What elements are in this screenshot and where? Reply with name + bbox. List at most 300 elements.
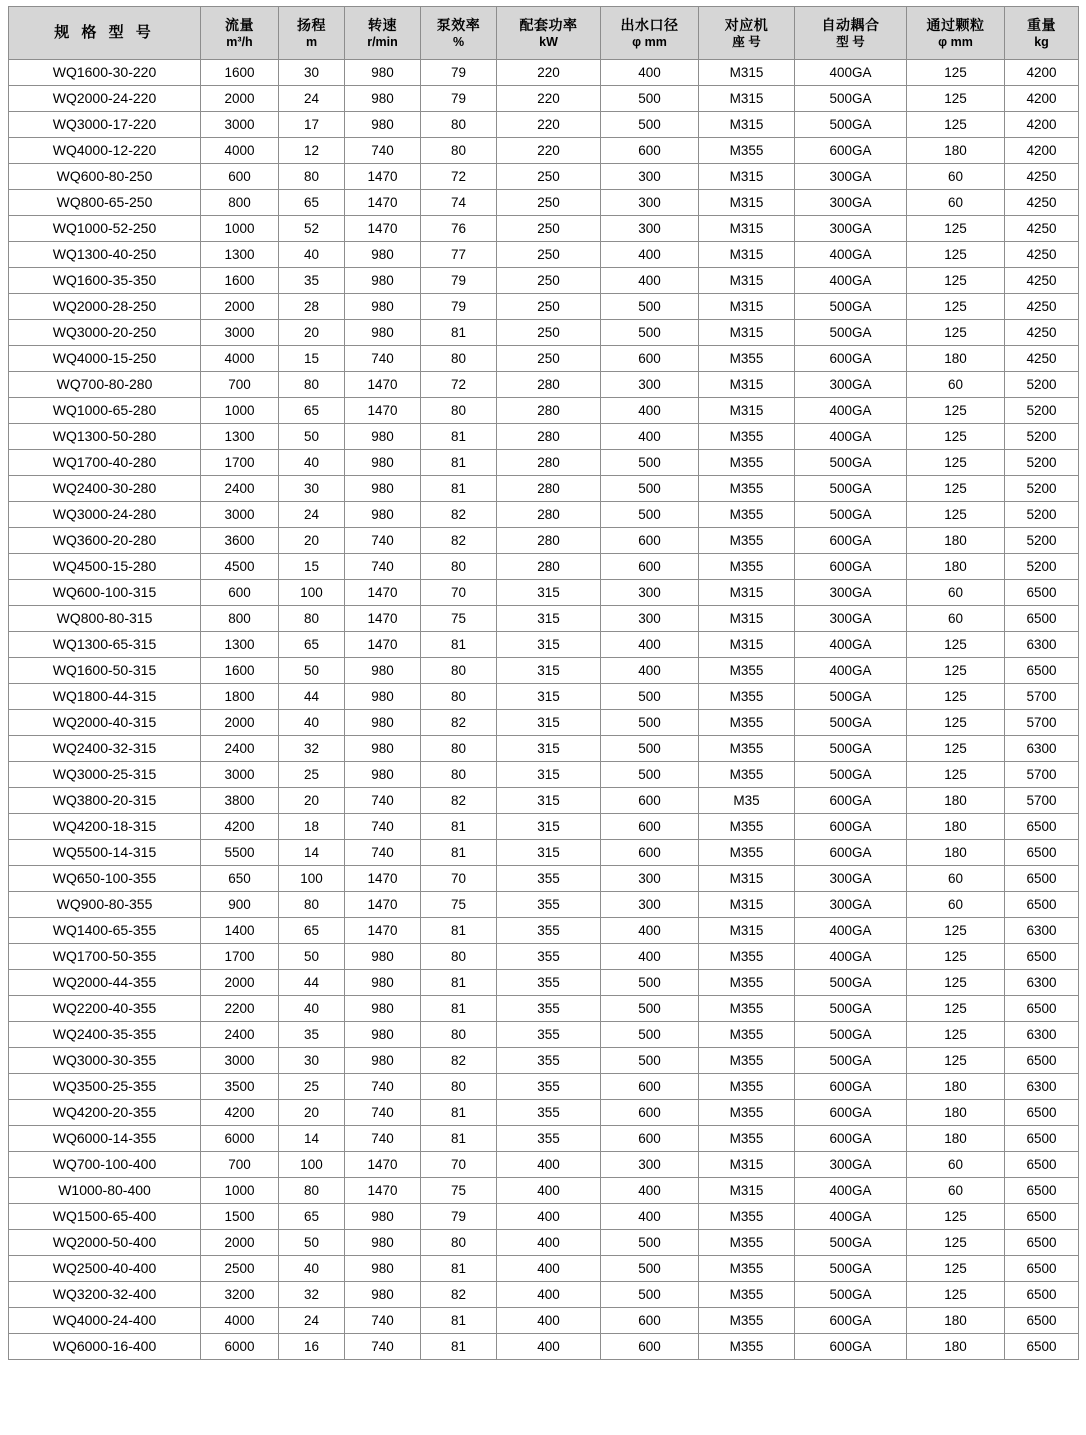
column-header-title-particle: 通过颗粒 bbox=[926, 16, 985, 33]
cell-weight: 4250 bbox=[1005, 242, 1079, 268]
cell-coupling: 500GA bbox=[795, 970, 907, 996]
cell-particle: 180 bbox=[907, 346, 1005, 372]
cell-coupling: 300GA bbox=[795, 1152, 907, 1178]
cell-coupling: 300GA bbox=[795, 580, 907, 606]
table-body bbox=[9, 60, 1079, 1360]
cell-speed: 740 bbox=[345, 346, 421, 372]
cell-weight: 4250 bbox=[1005, 346, 1079, 372]
cell-particle: 125 bbox=[907, 398, 1005, 424]
cell-motor: M315 bbox=[699, 320, 795, 346]
cell-outlet: 500 bbox=[601, 450, 699, 476]
cell-eff: 76 bbox=[421, 216, 497, 242]
cell-weight: 6500 bbox=[1005, 1048, 1079, 1074]
cell-speed: 740 bbox=[345, 528, 421, 554]
cell-outlet: 300 bbox=[601, 1152, 699, 1178]
cell-eff: 82 bbox=[421, 1048, 497, 1074]
cell-motor: M355 bbox=[699, 1334, 795, 1360]
cell-speed: 980 bbox=[345, 736, 421, 762]
cell-speed: 980 bbox=[345, 268, 421, 294]
table-row bbox=[9, 320, 1079, 346]
cell-head: 20 bbox=[279, 320, 345, 346]
cell-head: 12 bbox=[279, 138, 345, 164]
cell-flow: 4500 bbox=[201, 554, 279, 580]
cell-eff: 72 bbox=[421, 164, 497, 190]
column-header-eff bbox=[421, 7, 497, 60]
cell-motor: M355 bbox=[699, 450, 795, 476]
table-row bbox=[9, 1126, 1079, 1152]
cell-particle: 125 bbox=[907, 60, 1005, 86]
cell-particle: 125 bbox=[907, 970, 1005, 996]
cell-motor: M315 bbox=[699, 580, 795, 606]
cell-weight: 5200 bbox=[1005, 372, 1079, 398]
cell-outlet: 600 bbox=[601, 788, 699, 814]
cell-outlet: 500 bbox=[601, 320, 699, 346]
column-header-unit-speed: r/min bbox=[367, 34, 398, 49]
cell-speed: 1470 bbox=[345, 866, 421, 892]
table-row bbox=[9, 164, 1079, 190]
cell-coupling: 500GA bbox=[795, 996, 907, 1022]
cell-model: W1000-80-400 bbox=[9, 1178, 201, 1204]
cell-coupling: 600GA bbox=[795, 528, 907, 554]
cell-outlet: 400 bbox=[601, 60, 699, 86]
cell-weight: 6300 bbox=[1005, 918, 1079, 944]
cell-model: WQ4000-15-250 bbox=[9, 346, 201, 372]
cell-outlet: 500 bbox=[601, 996, 699, 1022]
cell-flow: 4000 bbox=[201, 138, 279, 164]
cell-eff: 81 bbox=[421, 1256, 497, 1282]
cell-head: 15 bbox=[279, 554, 345, 580]
cell-speed: 980 bbox=[345, 658, 421, 684]
cell-outlet: 500 bbox=[601, 294, 699, 320]
cell-weight: 4250 bbox=[1005, 320, 1079, 346]
cell-model: WQ600-80-250 bbox=[9, 164, 201, 190]
cell-power: 355 bbox=[497, 1074, 601, 1100]
cell-flow: 800 bbox=[201, 190, 279, 216]
cell-model: WQ2000-28-250 bbox=[9, 294, 201, 320]
cell-head: 14 bbox=[279, 840, 345, 866]
cell-head: 40 bbox=[279, 1256, 345, 1282]
cell-power: 400 bbox=[497, 1152, 601, 1178]
cell-model: WQ1600-35-350 bbox=[9, 268, 201, 294]
table-row bbox=[9, 242, 1079, 268]
cell-eff: 80 bbox=[421, 1022, 497, 1048]
cell-particle: 125 bbox=[907, 1048, 1005, 1074]
cell-coupling: 300GA bbox=[795, 866, 907, 892]
cell-coupling: 400GA bbox=[795, 1204, 907, 1230]
cell-power: 355 bbox=[497, 996, 601, 1022]
cell-coupling: 300GA bbox=[795, 892, 907, 918]
table-row bbox=[9, 632, 1079, 658]
cell-model: WQ800-65-250 bbox=[9, 190, 201, 216]
cell-power: 355 bbox=[497, 1022, 601, 1048]
cell-power: 280 bbox=[497, 502, 601, 528]
cell-head: 30 bbox=[279, 476, 345, 502]
cell-coupling: 500GA bbox=[795, 320, 907, 346]
cell-model: WQ3200-32-400 bbox=[9, 1282, 201, 1308]
cell-particle: 180 bbox=[907, 138, 1005, 164]
cell-head: 100 bbox=[279, 866, 345, 892]
cell-weight: 6500 bbox=[1005, 944, 1079, 970]
cell-motor: M315 bbox=[699, 632, 795, 658]
cell-power: 355 bbox=[497, 944, 601, 970]
cell-coupling: 600GA bbox=[795, 1308, 907, 1334]
cell-flow: 3000 bbox=[201, 502, 279, 528]
table-row bbox=[9, 892, 1079, 918]
cell-motor: M355 bbox=[699, 1230, 795, 1256]
cell-weight: 6500 bbox=[1005, 1126, 1079, 1152]
cell-particle: 125 bbox=[907, 918, 1005, 944]
cell-outlet: 500 bbox=[601, 1230, 699, 1256]
cell-eff: 77 bbox=[421, 242, 497, 268]
cell-flow: 2000 bbox=[201, 1230, 279, 1256]
table-row bbox=[9, 138, 1079, 164]
table-row bbox=[9, 554, 1079, 580]
cell-flow: 3000 bbox=[201, 112, 279, 138]
cell-particle: 180 bbox=[907, 840, 1005, 866]
cell-power: 400 bbox=[497, 1308, 601, 1334]
cell-speed: 1470 bbox=[345, 1152, 421, 1178]
cell-head: 35 bbox=[279, 268, 345, 294]
table-row bbox=[9, 1308, 1079, 1334]
cell-model: WQ3000-20-250 bbox=[9, 320, 201, 346]
cell-flow: 3500 bbox=[201, 1074, 279, 1100]
cell-power: 250 bbox=[497, 320, 601, 346]
cell-motor: M355 bbox=[699, 424, 795, 450]
column-header-title-motor: 对应机 bbox=[724, 16, 769, 33]
table-row bbox=[9, 1152, 1079, 1178]
cell-coupling: 600GA bbox=[795, 788, 907, 814]
cell-eff: 81 bbox=[421, 476, 497, 502]
cell-outlet: 500 bbox=[601, 476, 699, 502]
cell-power: 355 bbox=[497, 1048, 601, 1074]
cell-head: 20 bbox=[279, 788, 345, 814]
cell-eff: 81 bbox=[421, 970, 497, 996]
cell-model: WQ700-80-280 bbox=[9, 372, 201, 398]
cell-eff: 74 bbox=[421, 190, 497, 216]
cell-model: WQ5500-14-315 bbox=[9, 840, 201, 866]
cell-power: 280 bbox=[497, 554, 601, 580]
cell-model: WQ6000-14-355 bbox=[9, 1126, 201, 1152]
cell-power: 220 bbox=[497, 60, 601, 86]
cell-eff: 79 bbox=[421, 1204, 497, 1230]
cell-coupling: 300GA bbox=[795, 372, 907, 398]
table-row bbox=[9, 840, 1079, 866]
cell-particle: 125 bbox=[907, 996, 1005, 1022]
cell-model: WQ1700-50-355 bbox=[9, 944, 201, 970]
cell-model: WQ1000-52-250 bbox=[9, 216, 201, 242]
cell-model: WQ2500-40-400 bbox=[9, 1256, 201, 1282]
cell-outlet: 400 bbox=[601, 918, 699, 944]
cell-motor: M315 bbox=[699, 112, 795, 138]
cell-weight: 6500 bbox=[1005, 892, 1079, 918]
cell-motor: M355 bbox=[699, 554, 795, 580]
table-row bbox=[9, 1048, 1079, 1074]
cell-particle: 125 bbox=[907, 502, 1005, 528]
cell-flow: 1300 bbox=[201, 632, 279, 658]
cell-head: 14 bbox=[279, 1126, 345, 1152]
cell-motor: M315 bbox=[699, 866, 795, 892]
cell-particle: 180 bbox=[907, 1126, 1005, 1152]
cell-motor: M315 bbox=[699, 892, 795, 918]
cell-weight: 5700 bbox=[1005, 762, 1079, 788]
table-row bbox=[9, 398, 1079, 424]
cell-power: 250 bbox=[497, 268, 601, 294]
cell-particle: 125 bbox=[907, 684, 1005, 710]
cell-weight: 5700 bbox=[1005, 684, 1079, 710]
cell-outlet: 400 bbox=[601, 658, 699, 684]
cell-motor: M315 bbox=[699, 606, 795, 632]
table-row bbox=[9, 580, 1079, 606]
cell-particle: 180 bbox=[907, 814, 1005, 840]
column-header-title-eff: 泵效率 bbox=[436, 16, 481, 33]
table-row bbox=[9, 1074, 1079, 1100]
column-header-title-outlet: 出水口径 bbox=[620, 16, 679, 33]
table-row bbox=[9, 1178, 1079, 1204]
cell-particle: 125 bbox=[907, 1230, 1005, 1256]
table-row bbox=[9, 1230, 1079, 1256]
cell-head: 50 bbox=[279, 1230, 345, 1256]
cell-outlet: 400 bbox=[601, 242, 699, 268]
cell-speed: 980 bbox=[345, 320, 421, 346]
cell-weight: 6500 bbox=[1005, 580, 1079, 606]
cell-head: 25 bbox=[279, 762, 345, 788]
cell-power: 220 bbox=[497, 138, 601, 164]
cell-flow: 6000 bbox=[201, 1126, 279, 1152]
table-header-row bbox=[9, 7, 1079, 60]
cell-motor: M355 bbox=[699, 1126, 795, 1152]
cell-head: 44 bbox=[279, 684, 345, 710]
cell-model: WQ1700-40-280 bbox=[9, 450, 201, 476]
cell-power: 280 bbox=[497, 424, 601, 450]
cell-outlet: 400 bbox=[601, 632, 699, 658]
cell-outlet: 300 bbox=[601, 372, 699, 398]
cell-power: 355 bbox=[497, 1126, 601, 1152]
cell-speed: 980 bbox=[345, 112, 421, 138]
cell-eff: 80 bbox=[421, 346, 497, 372]
cell-particle: 125 bbox=[907, 736, 1005, 762]
cell-speed: 1470 bbox=[345, 216, 421, 242]
cell-head: 52 bbox=[279, 216, 345, 242]
cell-coupling: 500GA bbox=[795, 710, 907, 736]
cell-particle: 60 bbox=[907, 580, 1005, 606]
cell-outlet: 400 bbox=[601, 1204, 699, 1230]
table-row bbox=[9, 710, 1079, 736]
cell-speed: 980 bbox=[345, 1204, 421, 1230]
cell-head: 28 bbox=[279, 294, 345, 320]
cell-weight: 6500 bbox=[1005, 1100, 1079, 1126]
cell-coupling: 400GA bbox=[795, 268, 907, 294]
cell-head: 40 bbox=[279, 710, 345, 736]
cell-eff: 80 bbox=[421, 112, 497, 138]
cell-head: 80 bbox=[279, 164, 345, 190]
table-row bbox=[9, 424, 1079, 450]
cell-flow: 1600 bbox=[201, 60, 279, 86]
cell-particle: 125 bbox=[907, 476, 1005, 502]
column-header-outlet bbox=[601, 7, 699, 60]
cell-weight: 6500 bbox=[1005, 1282, 1079, 1308]
cell-speed: 1470 bbox=[345, 372, 421, 398]
cell-coupling: 400GA bbox=[795, 60, 907, 86]
cell-particle: 125 bbox=[907, 216, 1005, 242]
cell-head: 80 bbox=[279, 1178, 345, 1204]
cell-flow: 1700 bbox=[201, 450, 279, 476]
cell-eff: 75 bbox=[421, 606, 497, 632]
cell-weight: 5700 bbox=[1005, 788, 1079, 814]
cell-coupling: 400GA bbox=[795, 424, 907, 450]
cell-particle: 125 bbox=[907, 1256, 1005, 1282]
cell-motor: M355 bbox=[699, 840, 795, 866]
cell-coupling: 500GA bbox=[795, 736, 907, 762]
cell-eff: 75 bbox=[421, 1178, 497, 1204]
cell-power: 250 bbox=[497, 216, 601, 242]
cell-flow: 3200 bbox=[201, 1282, 279, 1308]
cell-flow: 4000 bbox=[201, 346, 279, 372]
cell-particle: 60 bbox=[907, 866, 1005, 892]
cell-eff: 81 bbox=[421, 1100, 497, 1126]
cell-head: 24 bbox=[279, 502, 345, 528]
column-header-flow bbox=[201, 7, 279, 60]
cell-weight: 5200 bbox=[1005, 398, 1079, 424]
cell-speed: 1470 bbox=[345, 580, 421, 606]
cell-motor: M355 bbox=[699, 1100, 795, 1126]
cell-flow: 1300 bbox=[201, 242, 279, 268]
cell-flow: 1300 bbox=[201, 424, 279, 450]
cell-weight: 6500 bbox=[1005, 1256, 1079, 1282]
cell-weight: 5200 bbox=[1005, 502, 1079, 528]
cell-weight: 4250 bbox=[1005, 268, 1079, 294]
cell-speed: 980 bbox=[345, 86, 421, 112]
cell-particle: 60 bbox=[907, 164, 1005, 190]
column-header-unit-outlet: φ mm bbox=[632, 34, 667, 49]
cell-particle: 180 bbox=[907, 554, 1005, 580]
cell-motor: M355 bbox=[699, 138, 795, 164]
cell-coupling: 600GA bbox=[795, 814, 907, 840]
column-header-motor bbox=[699, 7, 795, 60]
cell-eff: 70 bbox=[421, 1152, 497, 1178]
cell-motor: M355 bbox=[699, 1204, 795, 1230]
cell-eff: 80 bbox=[421, 398, 497, 424]
cell-motor: M355 bbox=[699, 528, 795, 554]
cell-speed: 980 bbox=[345, 60, 421, 86]
cell-speed: 740 bbox=[345, 138, 421, 164]
cell-speed: 980 bbox=[345, 1282, 421, 1308]
cell-eff: 81 bbox=[421, 840, 497, 866]
cell-head: 65 bbox=[279, 918, 345, 944]
cell-flow: 700 bbox=[201, 372, 279, 398]
cell-motor: M315 bbox=[699, 1178, 795, 1204]
cell-speed: 980 bbox=[345, 1022, 421, 1048]
cell-power: 280 bbox=[497, 398, 601, 424]
cell-coupling: 600GA bbox=[795, 1074, 907, 1100]
cell-power: 315 bbox=[497, 606, 601, 632]
cell-weight: 6300 bbox=[1005, 632, 1079, 658]
table-row bbox=[9, 346, 1079, 372]
cell-outlet: 300 bbox=[601, 606, 699, 632]
cell-coupling: 300GA bbox=[795, 164, 907, 190]
cell-flow: 3000 bbox=[201, 1048, 279, 1074]
cell-weight: 6500 bbox=[1005, 658, 1079, 684]
cell-power: 355 bbox=[497, 892, 601, 918]
cell-outlet: 300 bbox=[601, 164, 699, 190]
cell-weight: 6500 bbox=[1005, 866, 1079, 892]
cell-flow: 2400 bbox=[201, 736, 279, 762]
column-header-model bbox=[9, 7, 201, 60]
table-row bbox=[9, 502, 1079, 528]
cell-eff: 75 bbox=[421, 892, 497, 918]
cell-particle: 125 bbox=[907, 294, 1005, 320]
cell-outlet: 600 bbox=[601, 346, 699, 372]
column-header-title-coupling: 自动耦合 bbox=[821, 16, 880, 33]
cell-speed: 740 bbox=[345, 788, 421, 814]
cell-outlet: 400 bbox=[601, 944, 699, 970]
cell-coupling: 500GA bbox=[795, 450, 907, 476]
cell-outlet: 300 bbox=[601, 866, 699, 892]
cell-flow: 600 bbox=[201, 164, 279, 190]
cell-eff: 82 bbox=[421, 788, 497, 814]
cell-eff: 81 bbox=[421, 814, 497, 840]
cell-model: WQ1600-50-315 bbox=[9, 658, 201, 684]
cell-model: WQ600-100-315 bbox=[9, 580, 201, 606]
cell-model: WQ3000-25-315 bbox=[9, 762, 201, 788]
cell-outlet: 600 bbox=[601, 528, 699, 554]
cell-weight: 5200 bbox=[1005, 554, 1079, 580]
column-header-title-model: 规 格 型 号 bbox=[54, 24, 155, 41]
cell-head: 80 bbox=[279, 372, 345, 398]
cell-outlet: 400 bbox=[601, 1178, 699, 1204]
cell-particle: 125 bbox=[907, 268, 1005, 294]
cell-head: 24 bbox=[279, 86, 345, 112]
table-row bbox=[9, 450, 1079, 476]
cell-head: 18 bbox=[279, 814, 345, 840]
cell-outlet: 600 bbox=[601, 1074, 699, 1100]
cell-eff: 82 bbox=[421, 502, 497, 528]
cell-head: 50 bbox=[279, 944, 345, 970]
cell-speed: 740 bbox=[345, 1126, 421, 1152]
column-header-title-flow: 流量 bbox=[225, 16, 254, 33]
cell-eff: 80 bbox=[421, 1230, 497, 1256]
cell-coupling: 500GA bbox=[795, 1048, 907, 1074]
cell-coupling: 400GA bbox=[795, 242, 907, 268]
cell-power: 400 bbox=[497, 1334, 601, 1360]
cell-motor: M315 bbox=[699, 60, 795, 86]
cell-power: 220 bbox=[497, 86, 601, 112]
cell-model: WQ1300-50-280 bbox=[9, 424, 201, 450]
column-header-title-speed: 转速 bbox=[368, 16, 397, 33]
table-row bbox=[9, 1022, 1079, 1048]
cell-speed: 740 bbox=[345, 1074, 421, 1100]
cell-particle: 180 bbox=[907, 1074, 1005, 1100]
cell-model: WQ2400-32-315 bbox=[9, 736, 201, 762]
cell-flow: 3600 bbox=[201, 528, 279, 554]
cell-particle: 180 bbox=[907, 788, 1005, 814]
cell-flow: 1000 bbox=[201, 398, 279, 424]
cell-coupling: 500GA bbox=[795, 294, 907, 320]
cell-speed: 980 bbox=[345, 1256, 421, 1282]
cell-head: 65 bbox=[279, 398, 345, 424]
cell-head: 24 bbox=[279, 1308, 345, 1334]
cell-eff: 81 bbox=[421, 996, 497, 1022]
cell-model: WQ4200-20-355 bbox=[9, 1100, 201, 1126]
cell-eff: 81 bbox=[421, 1334, 497, 1360]
cell-coupling: 400GA bbox=[795, 658, 907, 684]
cell-particle: 125 bbox=[907, 424, 1005, 450]
cell-motor: M355 bbox=[699, 1074, 795, 1100]
cell-power: 400 bbox=[497, 1282, 601, 1308]
cell-weight: 6500 bbox=[1005, 840, 1079, 866]
cell-outlet: 600 bbox=[601, 138, 699, 164]
cell-power: 400 bbox=[497, 1204, 601, 1230]
cell-power: 280 bbox=[497, 450, 601, 476]
